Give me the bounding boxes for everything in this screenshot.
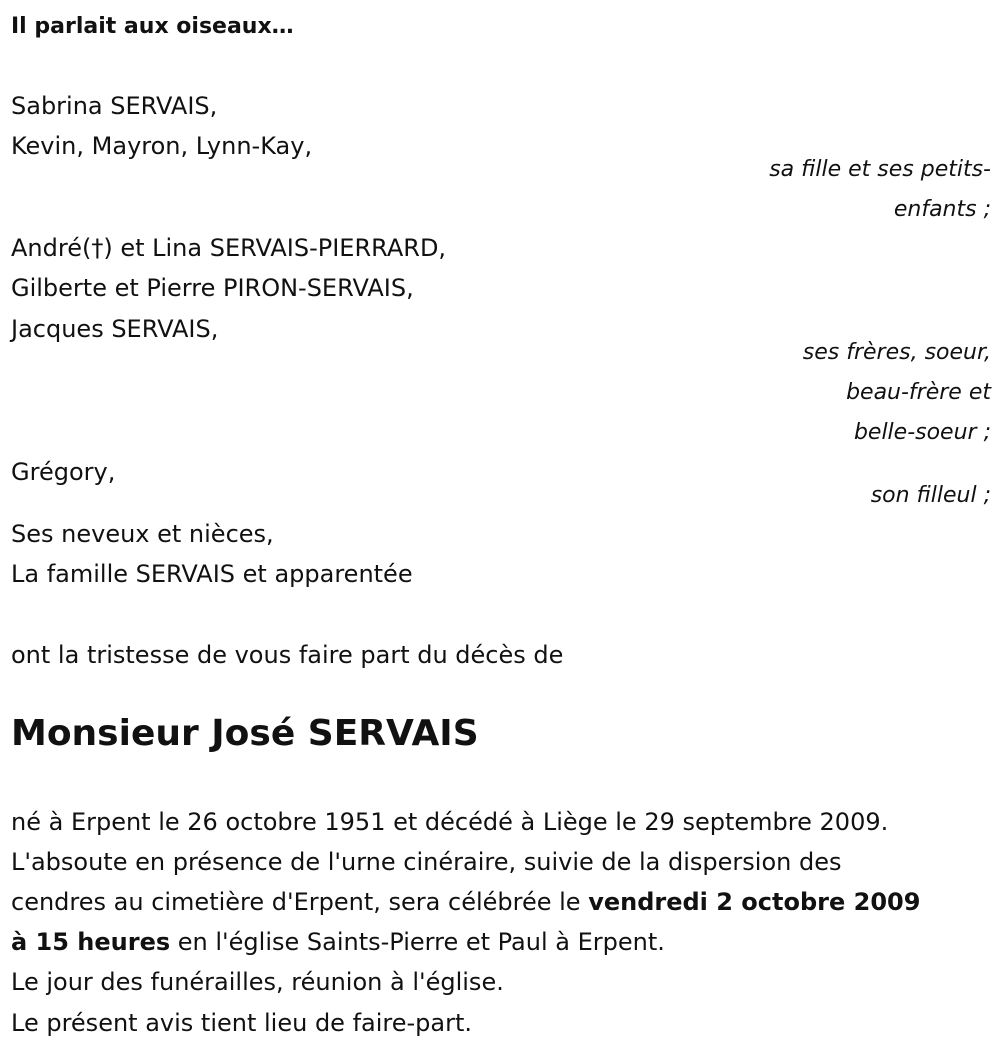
details-line: né à Erpent le 26 octobre 1951 et décédé à Liège le 29 septembre 2009. xyxy=(11,808,889,836)
family-line: Gilberte et Pierre PIRON-SERVAIS, xyxy=(11,274,414,302)
announcement-text: ont la tristesse de vous faire part du décès de xyxy=(11,641,564,669)
family-line: Ses neveux et nièces, xyxy=(11,520,274,548)
details-line xyxy=(11,887,920,917)
motto: Il parlait aux oiseaux… xyxy=(11,14,294,39)
deceased-name: Monsieur José SERVAIS xyxy=(11,713,479,754)
ceremony-time: à 15 heures xyxy=(11,928,171,956)
relation-text: sa fille et ses petits- xyxy=(769,157,991,182)
family-line: Kevin, Mayron, Lynn-Kay, xyxy=(11,132,313,160)
relation-text: son filleul ; xyxy=(870,483,991,508)
family-line: André(†) et Lina SERVAIS-PIERRARD, xyxy=(11,234,447,262)
details-line xyxy=(11,927,665,957)
ceremony-date: vendredi 2 octobre 2009 xyxy=(588,888,921,916)
family-line: Jacques SERVAIS, xyxy=(11,315,219,343)
relation-text: enfants ; xyxy=(893,197,991,222)
details-line: Le jour des funérailles, réunion à l'église. xyxy=(11,968,504,996)
family-line: La famille SERVAIS et apparentée xyxy=(11,560,413,588)
details-line: L'absoute en présence de l'urne cinéraire, suivie de la dispersion des xyxy=(11,848,842,876)
details-text: en l'église Saints-Pierre et Paul à Erpent. xyxy=(170,928,665,956)
details-text: cendres au cimetière d'Erpent, sera célébrée le xyxy=(11,888,589,916)
family-line: Sabrina SERVAIS, xyxy=(11,92,218,120)
details-line: Le présent avis tient lieu de faire-part. xyxy=(11,1009,473,1037)
relation-text: belle-soeur ; xyxy=(853,420,991,445)
relation-text: beau-frère et xyxy=(846,380,991,405)
family-line: Grégory, xyxy=(11,458,116,486)
relation-text: ses frères, soeur, xyxy=(802,340,991,365)
